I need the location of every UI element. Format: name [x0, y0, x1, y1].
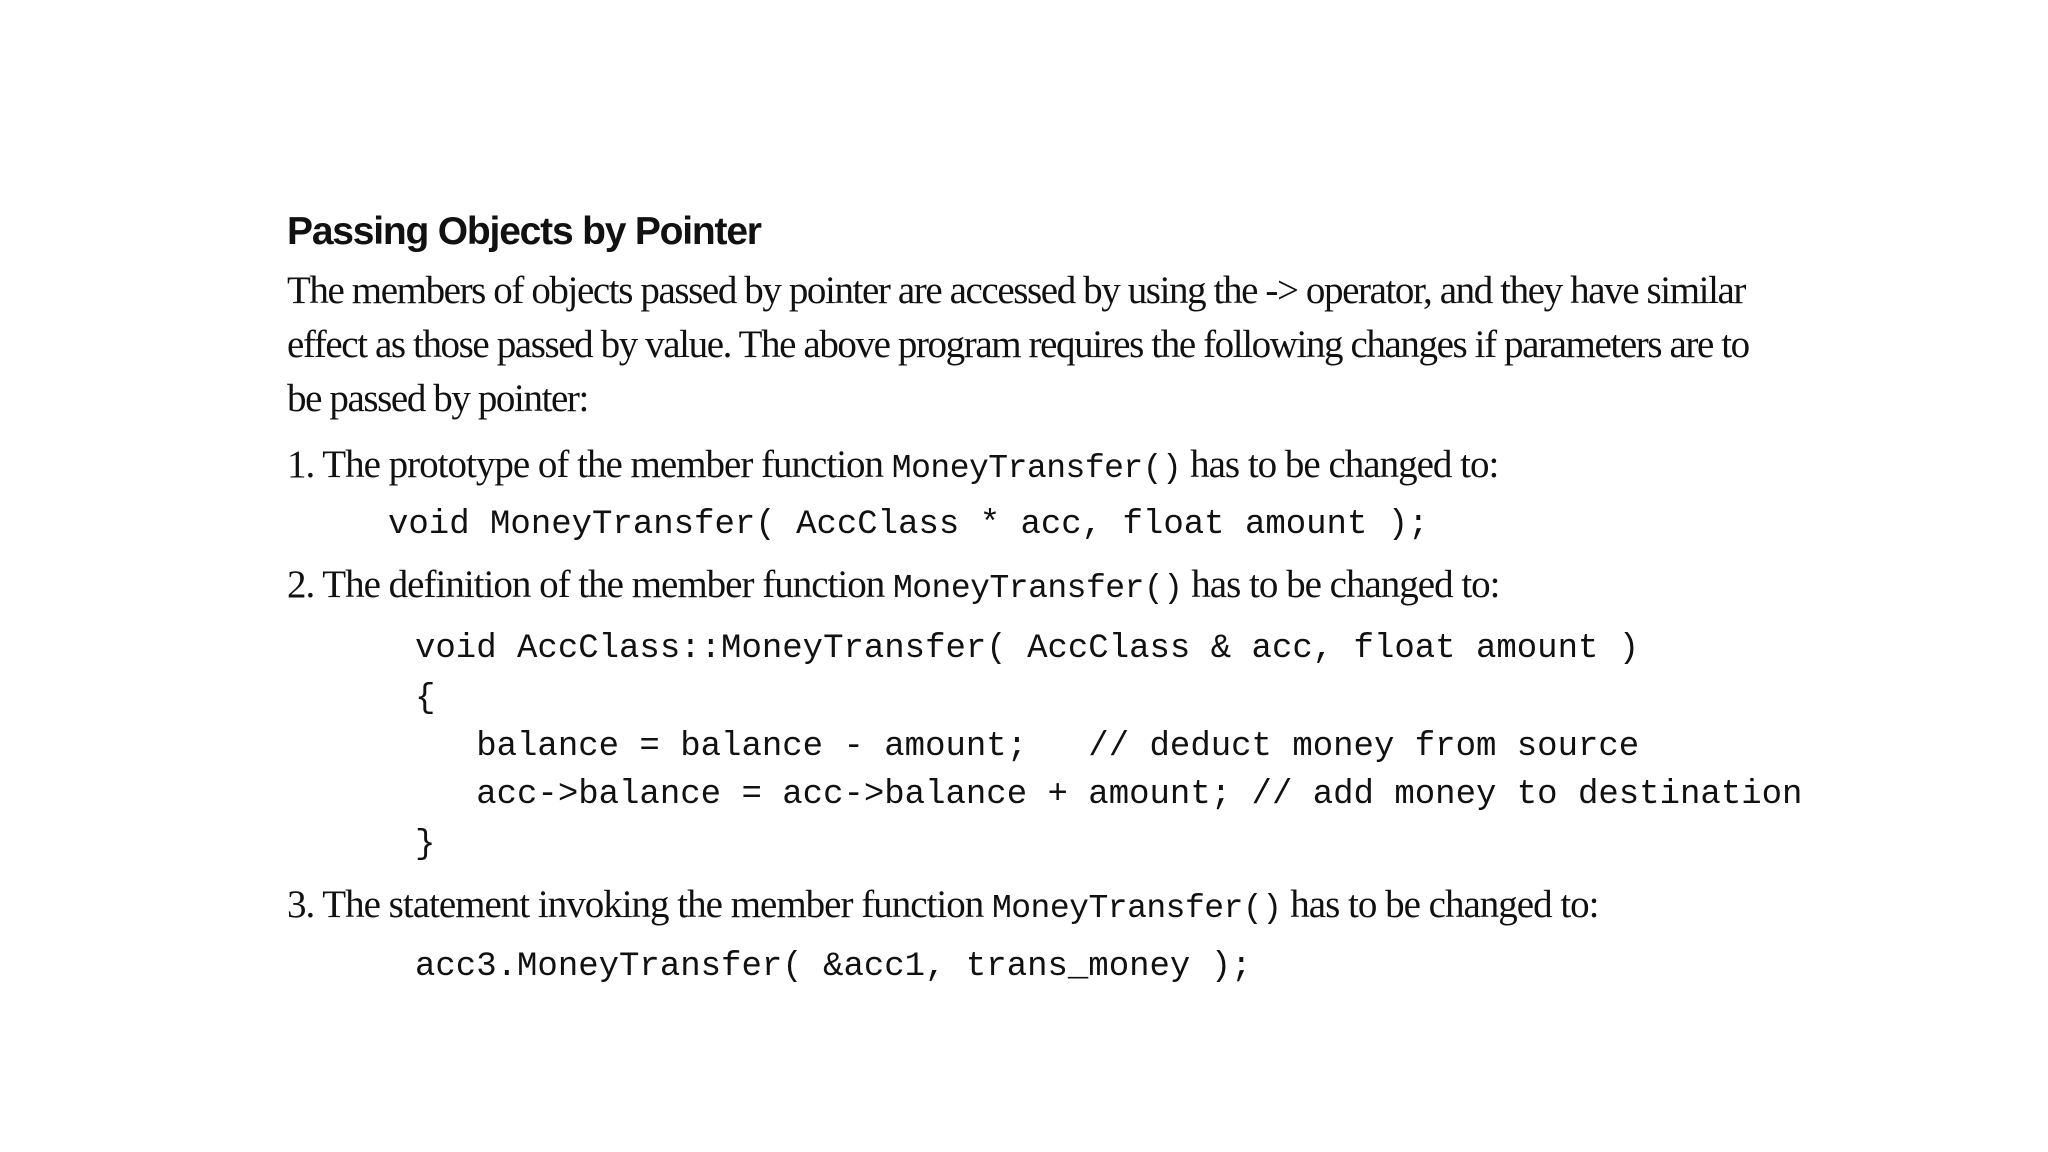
list-item-3 [287, 882, 1599, 927]
inline-code: MoneyTransfer() [891, 450, 1182, 487]
paragraph-line: be passed by pointer: [287, 377, 588, 420]
item-text: The statement invoking the member function [322, 883, 984, 926]
code-line: balance = balance - amount; // deduct money from source [415, 728, 1640, 766]
code-line: acc3.MoneyTransfer( &acc1, trans_money ); [415, 948, 1252, 986]
list-item-2 [287, 562, 1500, 607]
inline-code: MoneyTransfer() [991, 890, 1282, 927]
item-text: The definition of the member function [322, 563, 885, 606]
code-line: void AccClass::MoneyTransfer( AccClass & acc, float amount ) [415, 630, 1640, 668]
code-line: } [415, 826, 436, 864]
item-text: has to be changed to: [1191, 563, 1500, 606]
code-line: void MoneyTransfer( AccClass * acc, float amount ); [388, 506, 1429, 544]
item-number: 2. [287, 563, 315, 606]
item-text: The prototype of the member function [322, 443, 884, 486]
inline-code: MoneyTransfer() [892, 570, 1183, 607]
code-line: acc->balance = acc->balance + amount; // add money to destination [415, 776, 1803, 814]
paragraph-line: effect as those passed by value. The above program requires the following changes if parameters are to [287, 323, 1749, 366]
section-heading: Passing Objects by Pointer [287, 210, 761, 253]
code-line: { [415, 680, 436, 718]
item-text: has to be changed to: [1290, 883, 1599, 926]
paragraph-line: The members of objects passed by pointer are accessed by using the -> operator, and they have similar [287, 269, 1746, 312]
item-text: has to be changed to: [1190, 443, 1499, 486]
list-item-1 [287, 442, 1498, 487]
item-number: 3. [287, 883, 315, 926]
item-number: 1. [287, 443, 315, 486]
